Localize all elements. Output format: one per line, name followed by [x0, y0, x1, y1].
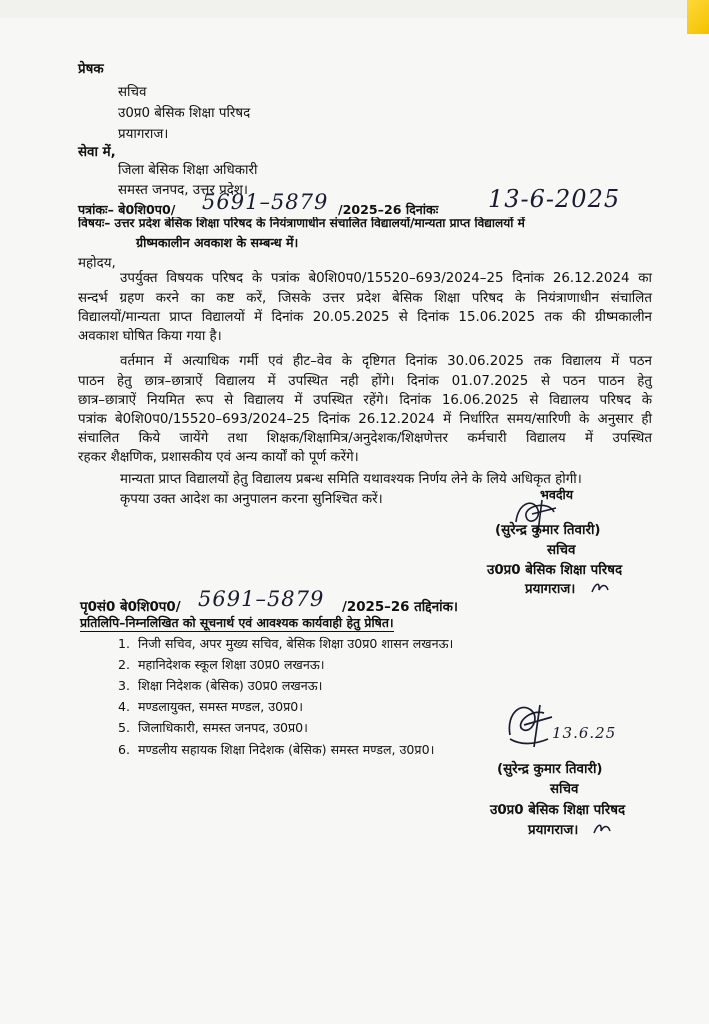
- signature-2-initial: [592, 819, 614, 837]
- para1-line-1: उपर्युक्त विषयक परिषद के पत्रांक बे0शि0प0/15520–693/2024–25 दिनांक 26.12.2024 का: [120, 271, 652, 286]
- endorsement-year: /2025–26 तद्दिनांक।: [342, 600, 458, 615]
- para2-line-1: वर्तमान में अत्याधिक गर्मी एवं हीट–वेव के दृष्टिगत दिनांक 30.06.2025 तक विद्यालय में पठन: [120, 354, 652, 369]
- signature-1-initial: [590, 578, 612, 596]
- para3: मान्यता प्राप्त विद्यालयों हेतु विद्यालय प्रबन्ध समिति यथावश्यक निर्णय लेने के लिये अधिकृत होगी।: [120, 472, 582, 487]
- sender-label: प्रेषक: [78, 62, 104, 77]
- page-top-band: [0, 0, 709, 18]
- copy-list-item: 1. निजी सचिव, अपर मुख्य सचिव, बेसिक शिक्षा उ0प्र0 शासन लखनऊ।: [117, 636, 454, 651]
- sender-line-2: उ0प्र0 बेसिक शिक्षा परिषद: [118, 106, 251, 121]
- para4: कृपया उक्त आदेश का अनुपालन करना सुनिश्चित करें।: [120, 492, 383, 507]
- endorsement-prefix: पृ0सं0 बे0शि0प0/: [80, 600, 181, 615]
- copy-list-item: 2. महानिदेशक स्कूल शिक्षा उ0प्र0 लखनऊ।: [117, 657, 325, 672]
- reference-date-handwritten: 13-6-2025: [488, 185, 621, 213]
- signature-2-org: उ0प्र0 बेसिक शिक्षा परिषद: [490, 803, 626, 818]
- copy-list-item: 5. जिलाधिकारी, समस्त जनपद, उ0प्र0।: [117, 720, 308, 735]
- salutation: महोदय,: [78, 256, 116, 271]
- subject-line-2: ग्रीष्मकालीन अवकाश के सम्बन्ध में।: [136, 235, 299, 250]
- signature-2-name: (सुरेन्द्र कुमार तिवारी): [497, 762, 603, 777]
- copy-list-item: 6. मण्डलीय सहायक शिक्षा निदेशक (बेसिक) समस्त मण्डल, उ0प्र0।: [117, 742, 435, 757]
- endorsement-heading: प्रतिलिपि–निम्नलिखित को सूचनार्थ एवं आवश्यक कार्यवाही हेतु प्रेषित।: [80, 615, 394, 630]
- para2-line-3: छात्र–छात्राऐं नियमित रूप से विद्यालय में उपस्थित रहेंगे। दिनांक 16.06.2025 से विद्यालय परिषद के: [78, 393, 652, 408]
- para2-line-4: पत्रांक बे0शि0प0/15520–693/2024–25 दिनांक 26.12.2024 में निर्धारित समय/सारिणी के अनुसार ही: [78, 412, 652, 427]
- para2-line-2: पाठन हेतु छात्र–छात्राऐं विद्यालय में उपस्थित नही होंगे। दिनांक 01.07.2025 से पठन पाठन हेतु: [78, 374, 652, 389]
- signature-1-title: सचिव: [547, 543, 576, 558]
- signature-1-place: प्रयागराज।: [525, 582, 576, 597]
- para1-line-3: विद्यालयों/मान्यता प्राप्त विद्यालयों में दिनांक 20.05.2025 से दिनांक 15.06.2025 तक की ग्रीष्मकालीन: [78, 310, 652, 325]
- reference-number-handwritten: 5691–5879: [202, 190, 329, 214]
- sender-line-1: सचिव: [118, 85, 147, 100]
- endorsement-number-handwritten: 5691–5879: [198, 587, 325, 611]
- signature-1-name: (सुरेन्द्र कुमार तिवारी): [495, 523, 601, 538]
- para2-line-5: संचालित किये जायेंगे तथा शिक्षक/शिक्षामित्र/अनुदेशक/शिक्षणेत्तर कर्मचारी विद्यालय में उपस्थित: [78, 431, 652, 446]
- corner-highlight: [687, 0, 709, 34]
- signature-2-title: सचिव: [550, 782, 579, 797]
- copy-list-item: 3. शिक्षा निदेशक (बेसिक) उ0प्र0 लखनऊ।: [117, 678, 323, 693]
- para1-line-4: अवकाश घोषित किया गया है।: [78, 329, 222, 344]
- signature-1-org: उ0प्र0 बेसिक शिक्षा परिषद: [487, 563, 623, 578]
- para2-line-6: रहकर शैक्षणिक, प्रशासकीय एवं अन्य कार्यों को पूर्ण करेंगे।: [78, 450, 359, 465]
- recipient-line-1: जिला बेसिक शिक्षा अधिकारी: [118, 163, 258, 178]
- signature-2-place: प्रयागराज।: [528, 823, 579, 838]
- sender-line-3: प्रयागराज।: [118, 127, 169, 142]
- reference-year: /2025–26 दिनांकः: [338, 202, 439, 217]
- recipient-line-2: समस्त जनपद, उत्तर प्रदेश।: [118, 183, 248, 198]
- para1-line-2: सन्दर्भ ग्रहण करने का कष्ट करें, जिसके उत्तर प्रदेश बेसिक शिक्षा परिषद के नियंत्राणाधीन संचालित: [78, 291, 652, 306]
- signature-2-scribble: [500, 695, 560, 755]
- signature-2-date-handwritten: 13.6.25: [552, 724, 617, 742]
- copy-list-item: 4. मण्डलायुक्त, समस्त मण्डल, उ0प्र0।: [117, 699, 304, 714]
- subject-line-1: विषयः– उत्तर प्रदेश बेसिक शिक्षा परिषद के नियंत्राणाधीन संचालित विद्यालयों/मान्यता प्राप्त विद्यालयों में: [78, 217, 525, 230]
- signature-1-closing: भवदीय: [540, 487, 574, 502]
- reference-prefix: पत्रांकः– बे0शि0प0/: [78, 202, 176, 217]
- recipient-label: सेवा में,: [78, 145, 116, 160]
